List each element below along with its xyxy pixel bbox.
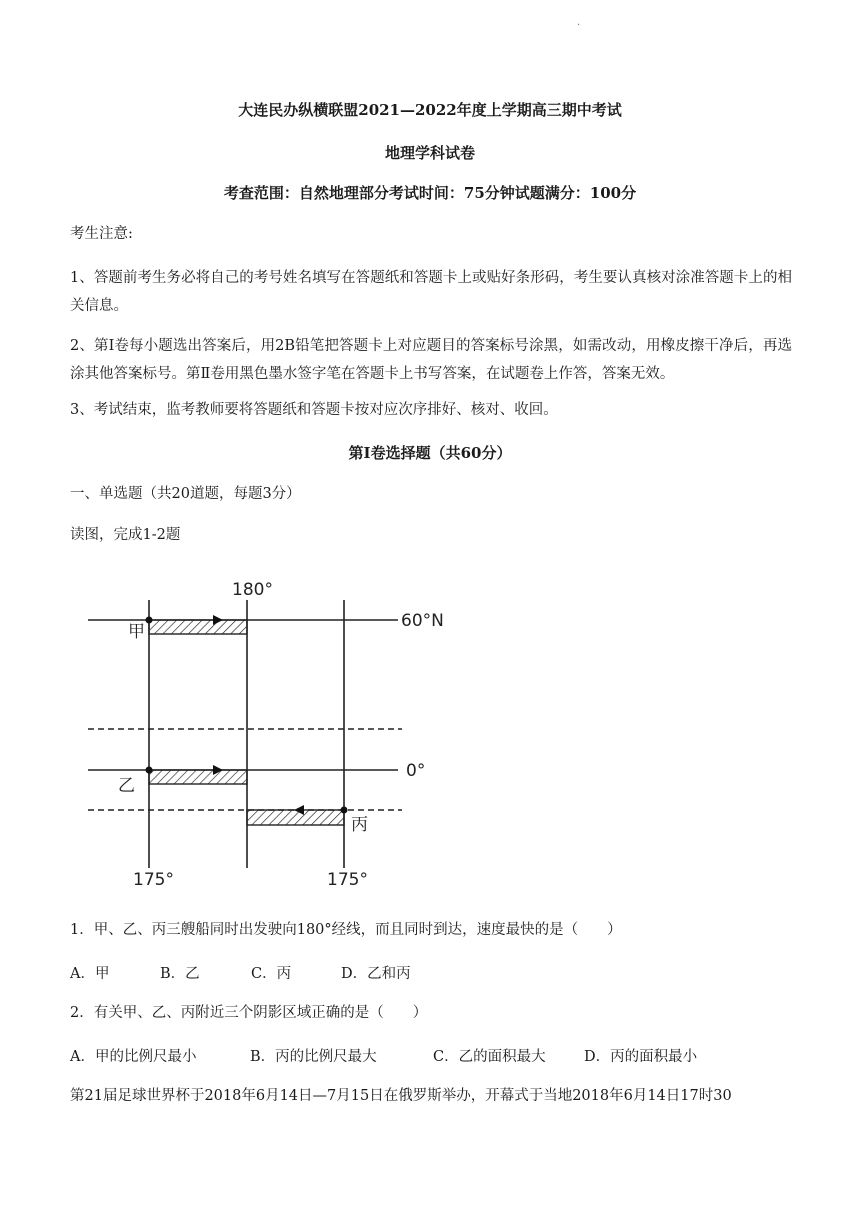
ship-jia-dot [146, 617, 153, 624]
question-2-stem: 2．有关甲、乙、丙附近三个阴影区域正确的是（ ） [70, 1005, 428, 1021]
label-ship-bing: 丙 [351, 815, 368, 835]
notice-item-1: 1、答题前考生务必将自己的考号姓名填写在答题纸和答题卡上或贴好条形码，考生要认真核对涂准答题卡上的相关信息。 [70, 270, 792, 314]
question-3-intro: 第21届足球世界杯于2018年6月14日—7月15日在俄罗斯举办，开幕式于当地2018年6月14日17时30 [70, 1088, 732, 1104]
map-figure [80, 572, 450, 892]
section-title: 第Ⅰ卷选择题（共60分） [348, 444, 512, 462]
q1-option-a[interactable]: A．甲 [70, 966, 110, 982]
header-mark: · [577, 20, 581, 31]
q1-option-d[interactable]: D．乙和丙 [341, 966, 411, 982]
q2-option-a[interactable]: A．甲的比例尺最小 [70, 1049, 197, 1065]
exam-title: 大连民办纵横联盟2021—2022年度上学期高三期中考试 [238, 101, 622, 119]
label-175-left: 175° [133, 870, 174, 890]
label-ship-yi: 乙 [118, 776, 135, 796]
q2-option-b[interactable]: B．丙的比例尺最大 [250, 1049, 377, 1065]
shaded-area-jia [149, 620, 247, 634]
q2-option-d[interactable]: D．丙的面积最小 [584, 1049, 698, 1065]
label-180: 180° [232, 580, 273, 600]
shaded-area-bing [247, 810, 344, 825]
exam-info: 考查范围：自然地理部分考试时间：75分钟试题满分：100分 [223, 184, 637, 202]
ship-yi-dot [146, 767, 153, 774]
notice-heading: 考生注意: [70, 226, 133, 242]
q2-option-c[interactable]: C．乙的面积最大 [433, 1049, 546, 1065]
subject-title: 地理学科试卷 [384, 144, 475, 162]
question-1-stem: 1．甲、乙、丙三艘船同时出发驶向180°经线，而且同时到达，速度最快的是（ ） [70, 922, 622, 938]
q1-option-c[interactable]: C．丙 [251, 966, 292, 982]
part-title: 一、单选题（共20道题，每题3分） [70, 486, 301, 502]
read-prompt: 读图，完成1-2题 [70, 527, 181, 543]
notice-item-3: 3、考试结束，监考教师要将答题纸和答题卡按对应次序排好、核对、收回。 [70, 402, 558, 418]
label-equator: 0° [406, 761, 426, 781]
label-175-right: 175° [327, 870, 368, 890]
notice-item-2: 2、第Ⅰ卷每小题选出答案后，用2B铅笔把答题卡上对应题目的答案标号涂黑，如需改动，用橡皮擦干净后，再选涂其他答案标号。第Ⅱ卷用黑色墨水签字笔在答题卡上书写答案，在试题卷上作答，答案无效。 [70, 338, 792, 382]
q1-option-b[interactable]: B．乙 [160, 966, 200, 982]
shaded-area-yi [149, 770, 247, 784]
label-60n: 60°N [401, 611, 444, 631]
label-ship-jia: 甲 [128, 622, 145, 642]
ship-bing-dot [341, 807, 348, 814]
